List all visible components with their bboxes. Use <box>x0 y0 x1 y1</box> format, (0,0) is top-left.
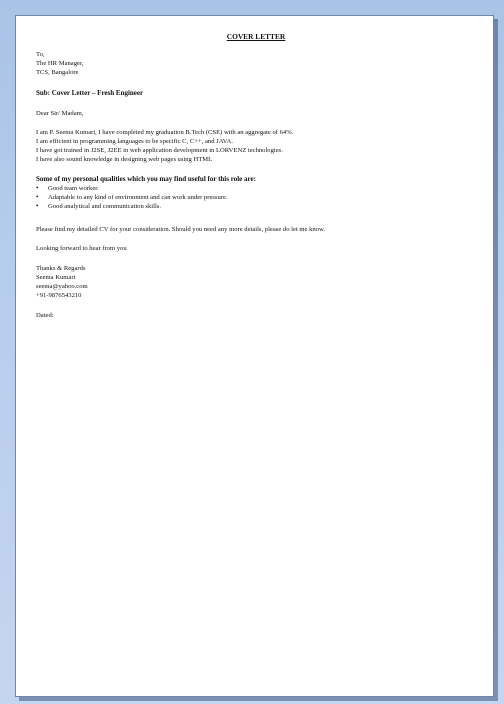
closing-paragraph <box>36 225 476 234</box>
address-line: To, <box>36 51 45 58</box>
address-line: TCS, Bangalore <box>36 69 79 76</box>
looking-forward-text: Looking forward to hear from you <box>36 245 127 252</box>
address-line: The HR Manager, <box>36 60 84 67</box>
subject-text: Sub: Cover Letter – Fresh Engineer <box>36 89 144 97</box>
recipient-address <box>36 50 476 77</box>
intro-line: I have also sound knowledge in designing web pages using HTML <box>36 156 213 163</box>
intro-line: I am P. Seema Kumari, I have completed my graduation B.Tech (CSE) with an aggregate of 64%. <box>36 129 294 136</box>
list-item: • Good analytical and communication skills. <box>36 202 476 211</box>
intro-paragraph <box>36 128 476 164</box>
intro-line: I am efficient in programming languages to be specific C, C++, and JAVA. <box>36 138 233 145</box>
qualities-heading: Some of my personal qualities which you may find useful for this role are: <box>36 175 256 183</box>
qualities-section <box>36 175 476 211</box>
document-page[interactable] <box>15 15 494 697</box>
letter-title: COVER LETTER <box>226 32 286 41</box>
signature-block <box>36 264 476 300</box>
dated-text: Dated: <box>36 312 54 319</box>
dated-line <box>36 311 476 320</box>
list-item: • Good team worker. <box>36 184 476 193</box>
salutation <box>36 109 476 118</box>
qualities-list <box>36 184 476 211</box>
closing-text: Please find my detailed CV for your consideration. Should you need any more details, please do let me know. <box>36 226 325 233</box>
signature-line: Seema Kumari <box>36 274 76 281</box>
intro-line: I have got trained in J2SE, J2EE in web application development in LORVENZ technologies. <box>36 147 283 154</box>
salutation-text: Dear Sir/ Madam, <box>36 110 84 117</box>
signature-line: +91-9876543210 <box>36 292 82 299</box>
looking-forward <box>36 244 476 253</box>
subject-line <box>36 89 476 98</box>
list-item: • Adaptable to any kind of environment and can work under pressure. <box>36 193 476 202</box>
signature-line: seema@yahoo.com <box>36 283 88 290</box>
signature-line: Thanks & Regards <box>36 265 86 272</box>
